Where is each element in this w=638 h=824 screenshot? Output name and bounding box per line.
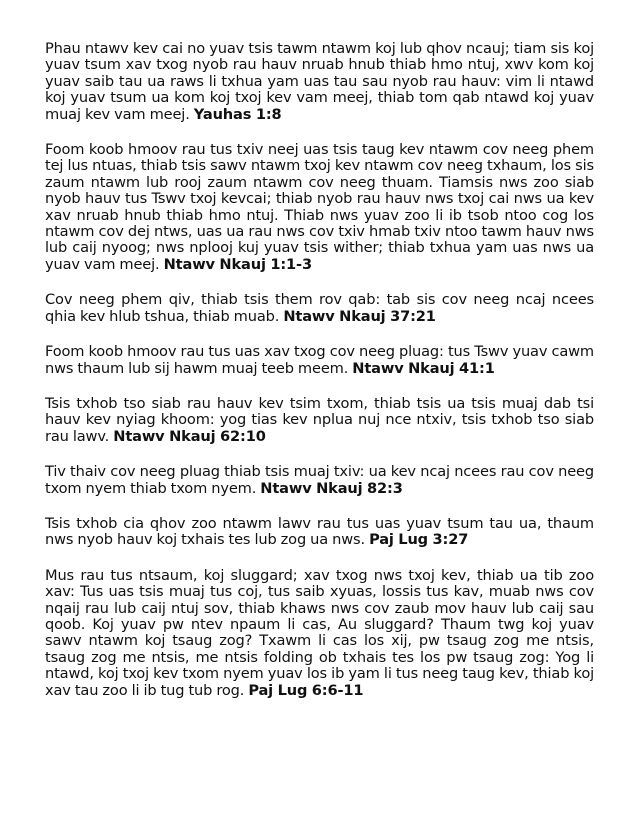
verse-reference: Paj Lug 6:6-11 [248, 681, 364, 699]
verse-text: Tsis txhob tso siab rau hauv kev tsim txom, thiab tsis ua tsis muaj dab tsi hauv kev nyiag khoom: yog tias kev nplua nuj nce ntxiv, tsis txhob tso siab rau lawv. [45, 394, 594, 445]
verse-paragraph [45, 464, 594, 497]
verse-paragraph [45, 396, 594, 445]
verse-text: Phau ntawv kev cai no yuav tsis tawm ntawm koj lub qhov ncauj; tiam sis koj yuav tsum xav txog nyob rau hauv nruab hnub thiab hmo ntuj, xwv kom koj yuav saib tau ua raws li txhua yam uas tau sau nyob rau hauv: vim li ntawd koj yuav tsum ua kom koj txoj kev vam meej, thiab tom qab ntawd koj yuav muaj kev vam meej. [45, 40, 594, 123]
verse-reference: Paj Lug 3:27 [369, 531, 469, 549]
verse-paragraph [45, 142, 594, 273]
verse-text: Foom koob hmoov rau tus uas xav txog cov neeg pluag: tus Tswv yuav cawm nws thaum lub sij hawm muaj teeb meem. [45, 343, 594, 377]
verse-text: Foom koob hmoov rau tus txiv neej uas tsis taug kev ntawm cov neeg phem tej lus ntuas, thiab tsis sawv ntawm txoj kev ntawm cov neeg txhaum, los sis zaum ntawm lub rooj zaum ntawm cov neeg thuam. Tiamsis nws zoo siab nyob hauv tus Tswv txoj kevcai; thiab nyob rau hauv nws txoj cai nws ua kev xav nruab hnub thiab hmo ntuj. Thiab nws yuav zoo li ib tsob ntoo cog los ntawm cov dej ntws, uas ua rau nws cov txiv hmab txiv ntoo tawm hauv nws lub caij nyoog; nws nplooj kuj yuav tsis wither; thiab txhua yam uas nws ua yuav vam meej. [45, 141, 594, 273]
verse-paragraph [45, 344, 594, 377]
verse-reference: Ntawv Nkauj 62:10 [113, 427, 266, 445]
verse-paragraph [45, 292, 594, 325]
verse-reference: Ntawv Nkauj 82:3 [260, 479, 403, 497]
verse-reference: Ntawv Nkauj 41:1 [352, 359, 495, 377]
verse-text: Tiv thaiv cov neeg pluag thiab tsis muaj txiv: ua kev ncaj ncees rau cov neeg txom nyem thiab txom nyem. [45, 463, 594, 497]
verse-paragraph [45, 516, 594, 549]
verse-text: Tsis txhob cia qhov zoo ntawm lawv rau tus uas yuav tsum tau ua, thaum nws nyob hauv koj txhais tes lub zog ua nws. [45, 514, 594, 549]
verse-text: Mus rau tus ntsaum, koj sluggard; xav txog nws txoj kev, thiab ua tib zoo xav: Tus uas tsis muaj tus coj, tus saib xyuas, lossis tus kav, muab nws cov nqaij rau lub caij ntuj sov, thiab khaws nws cov zaub mov hauv lub caij sau qoob. Koj yuav pw ntev npaum li cas, Au sluggard? Thaum twg koj yuav sawv ntawm koj tsaug zog? Txawm li cas los xij, pw tsaug zog me ntsis, tsaug zog me ntsis, me ntsis folding ob txhais tes los pw tsaug zog: Yog li ntawd, koj txoj kev txom nyem yuav los ib yam li tus neeg taug kev, thiab koj xav tau zoo li ib tug tub rog. [45, 566, 594, 699]
verse-text: Cov neeg phem qiv, thiab tsis them rov qab: tab sis cov neeg ncaj ncees qhia kev hlub tshua, thiab muab. [45, 291, 594, 325]
verse-reference: Ntawv Nkauj 1:1-3 [163, 255, 312, 273]
document-page [45, 41, 594, 718]
verse-reference: Ntawv Nkauj 37:21 [283, 307, 436, 325]
verse-reference: Yauhas 1:8 [193, 105, 282, 123]
verse-paragraph [45, 41, 594, 123]
verse-paragraph [45, 568, 594, 699]
